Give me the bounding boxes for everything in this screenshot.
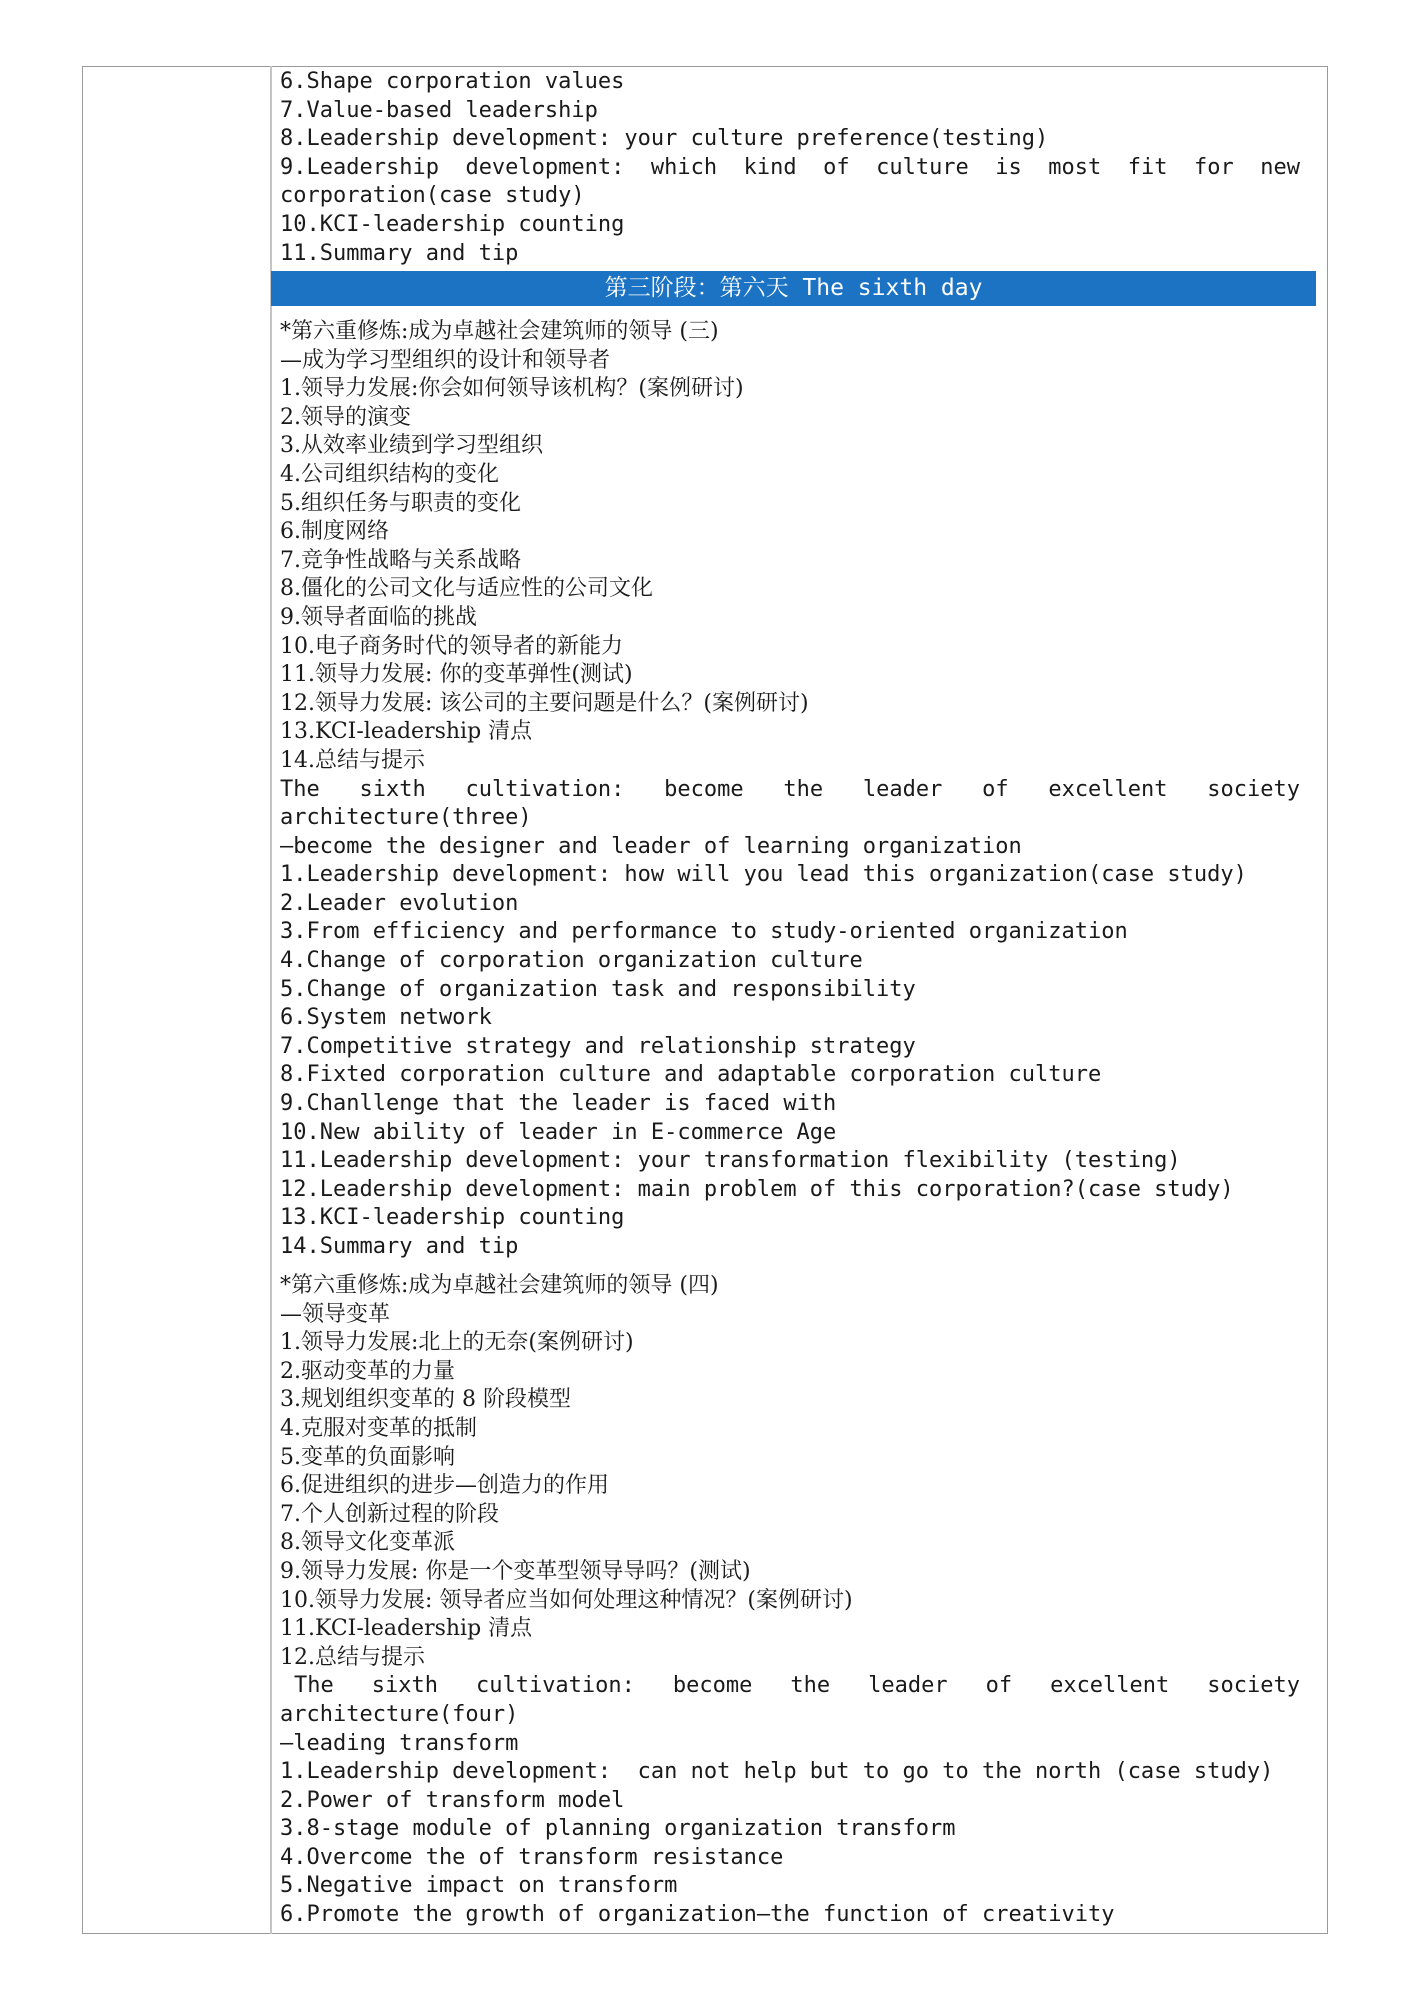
- list-item: 13.KCI-leadership 清点: [280, 719, 533, 745]
- section-title-en-cont: architecture(three): [280, 805, 532, 831]
- list-item: 7.个人创新过程的阶段: [280, 1501, 499, 1527]
- list-item: 3.从效率业绩到学习型组织: [280, 433, 543, 459]
- list-item: 5.变革的负面影响: [280, 1444, 455, 1470]
- list-item: 3.8-stage module of planning organization transform: [280, 1816, 956, 1842]
- list-item: 8.僵化的公司文化与适应性的公司文化: [280, 576, 653, 602]
- list-item: 1.Leadership development: can not help but to go to the north (case study): [280, 1759, 1274, 1785]
- list-item: 6.制度网络: [280, 519, 389, 545]
- list-item: 5.Change of organization task and responsibility: [280, 976, 916, 1002]
- list-item: 9.Leadership development: which kind of culture is most fit for new: [280, 154, 1300, 180]
- top-list: [280, 68, 1300, 268]
- list-item: 10.KCI-leadership counting: [280, 211, 625, 237]
- list-item: 9.领导者面临的挑战: [280, 604, 477, 630]
- section-title-cn: *第六重修炼:成为卓越社会建筑师的领导 (四): [280, 1273, 719, 1298]
- section-subtitle-cn: —领导变革: [280, 1301, 391, 1327]
- section-subtitle-en: —become the designer and leader of learning organization: [280, 833, 1022, 859]
- list-item: 4.Overcome the of transform resistance: [280, 1844, 784, 1870]
- list-item: 5.Negative impact on transform: [280, 1873, 678, 1899]
- section-title-en: The sixth cultivation: become the leader of excellent society: [294, 1673, 1300, 1699]
- section-subtitle-en: —leading transform: [280, 1730, 519, 1756]
- day-header-bar: [271, 271, 1316, 306]
- section-title-en: The sixth cultivation: become the leader of excellent society: [280, 776, 1300, 802]
- list-item: 7.Value-based leadership: [280, 97, 598, 123]
- list-item: 7.Competitive strategy and relationship strategy: [280, 1033, 916, 1059]
- list-item: 4.Change of corporation organization culture: [280, 948, 863, 974]
- list-item: 14.Summary and tip: [280, 1234, 519, 1259]
- section-four: [280, 1272, 1300, 1930]
- list-item: 1.领导力发展:你会如何领导该机构？(案例研讨): [280, 376, 744, 402]
- list-item: 11.领导力发展: 你的变革弹性(测试): [280, 662, 633, 688]
- list-item: 1.领导力发展:北上的无奈(案例研讨): [280, 1330, 634, 1356]
- list-item: 11.Summary and tip: [280, 240, 519, 266]
- section-three: [280, 318, 1300, 1262]
- list-item: 2.驱动变革的力量: [280, 1358, 455, 1384]
- list-item: 11.KCI-leadership 清点: [280, 1616, 533, 1642]
- list-item: 8.Leadership development: your culture preference(testing): [280, 126, 1049, 152]
- list-item: 6.促进组织的进步—创造力的作用: [280, 1473, 609, 1499]
- list-item: 6.Promote the growth of organization—the function of creativity: [280, 1902, 1115, 1928]
- list-item: 4.公司组织结构的变化: [280, 461, 499, 487]
- list-item: 11.Leadership development: your transformation flexibility (testing): [280, 1148, 1181, 1174]
- list-item: 5.组织任务与职责的变化: [280, 490, 521, 516]
- day-header-cn: 第三阶段：第六天: [604, 275, 789, 301]
- list-item: 3.规划组织变革的 8 阶段模型: [280, 1387, 571, 1413]
- day-header-en: The sixth day: [802, 275, 983, 301]
- list-item: 2.Leader evolution: [280, 890, 519, 916]
- list-item: 10.领导力发展: 领导者应当如何处理这种情况？(案例研讨): [280, 1587, 853, 1613]
- list-item: 12.Leadership development: main problem of this corporation?(case study): [280, 1176, 1234, 1202]
- list-item: 3.From efficiency and performance to study-oriented organization: [280, 919, 1128, 945]
- list-item: 4.克服对变革的抵制: [280, 1415, 477, 1441]
- section-subtitle-cn: —成为学习型组织的设计和领导者: [280, 347, 611, 373]
- section-title-cn: *第六重修炼:成为卓越社会建筑师的领导 (三): [280, 319, 719, 344]
- section-title-en-cont: architecture(four): [280, 1701, 519, 1727]
- list-item: 10.电子商务时代的领导者的新能力: [280, 633, 623, 659]
- list-item: 2.Power of transform model: [280, 1787, 625, 1813]
- column-divider: [270, 66, 272, 1934]
- list-item: 9.领导力发展: 你是一个变革型领导导吗？(测试): [280, 1558, 751, 1584]
- list-item: 6.System network: [280, 1005, 492, 1031]
- list-item: 6.Shape corporation values: [280, 69, 625, 94]
- list-item: 8.领导文化变革派: [280, 1530, 455, 1556]
- list-item: 8.Fixted corporation culture and adaptable corporation culture: [280, 1062, 1102, 1088]
- list-item: 14.总结与提示: [280, 747, 425, 773]
- list-item: corporation(case study): [280, 183, 585, 209]
- list-item: 10.New ability of leader in E-commerce Age: [280, 1119, 837, 1145]
- list-item: 1.Leadership development: how will you lead this organization(case study): [280, 862, 1247, 888]
- list-item: 2.领导的演变: [280, 404, 411, 430]
- list-item: 7.竞争性战略与关系战略: [280, 547, 521, 573]
- list-item: 12.领导力发展: 该公司的主要问题是什么？(案例研讨): [280, 690, 809, 716]
- list-item: 12.总结与提示: [280, 1644, 425, 1670]
- list-item: 9.Chanllenge that the leader is faced with: [280, 1091, 837, 1117]
- list-item: 13.KCI-leadership counting: [280, 1205, 625, 1231]
